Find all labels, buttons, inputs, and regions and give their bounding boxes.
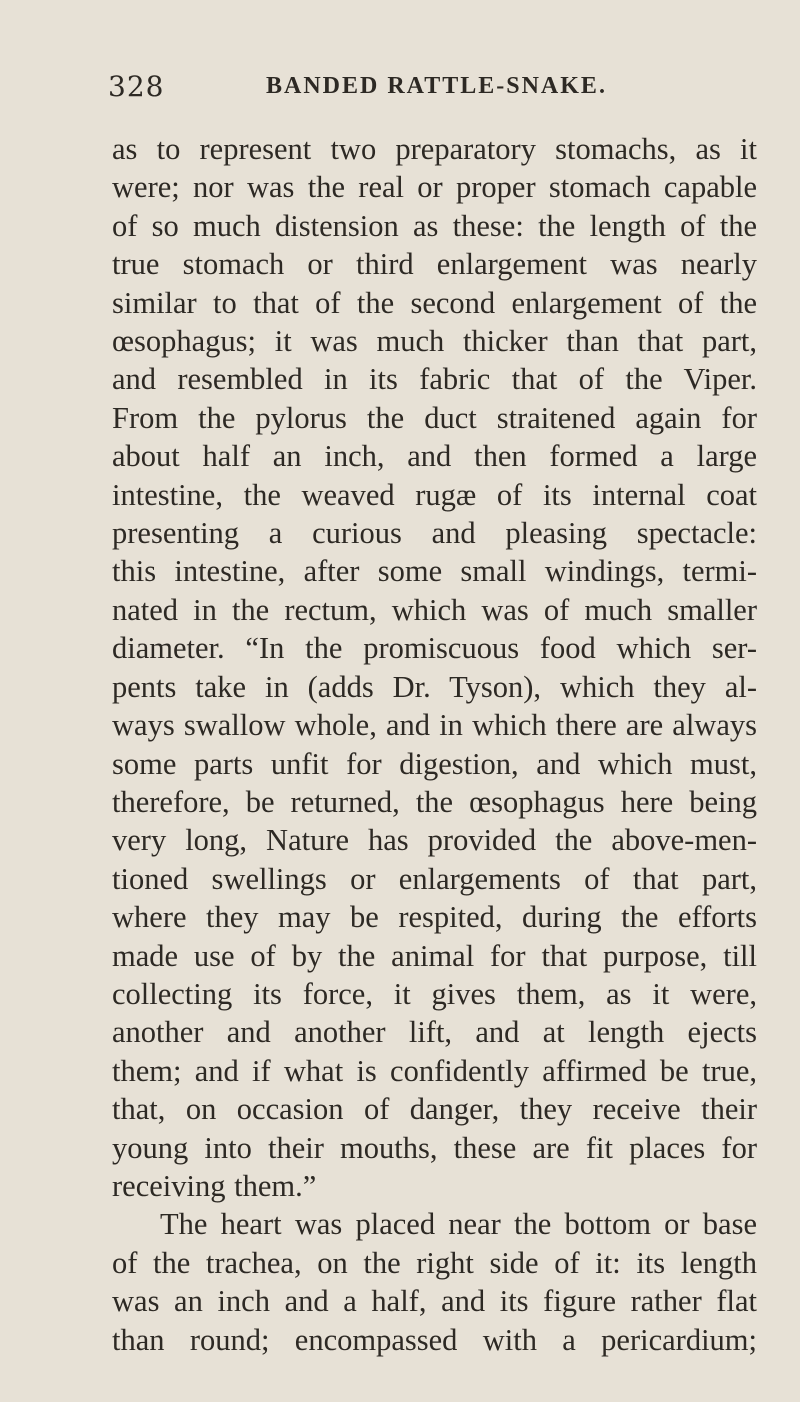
- text-line: than round; encompassed with a pericardium;: [112, 1322, 757, 1357]
- text-line: tioned swellings or enlargements of that part,: [112, 861, 757, 896]
- text-line: similar to that of the second enlargement of the: [112, 285, 757, 320]
- text-line: this intestine, after some small windings, termi-: [112, 554, 757, 589]
- body-text: [112, 130, 757, 1359]
- page-header: [108, 70, 748, 110]
- text-line: were; nor was the real or proper stomach capable: [112, 170, 757, 205]
- text-line: another and another lift, and at length ejects: [112, 1015, 757, 1050]
- text-line: made use of by the animal for that purpose, till: [112, 938, 757, 973]
- text-line: presenting a curious and pleasing spectacle:: [112, 516, 757, 551]
- text-line: true stomach or third enlargement was nearly: [112, 247, 757, 282]
- text-line: of the trachea, on the right side of it: its length: [112, 1245, 757, 1280]
- text-line: therefore, be returned, the œsophagus here being: [112, 784, 757, 819]
- running-title: BANDED RATTLE-SNAKE.: [266, 73, 607, 99]
- text-line: as to represent two preparatory stomachs, as it: [112, 132, 757, 166]
- text-line: œsophagus; it was much thicker than that part,: [112, 324, 757, 359]
- text-line: was an inch and a half, and its figure rather flat: [112, 1284, 757, 1319]
- text-line: The heart was placed near the bottom or base: [160, 1207, 757, 1242]
- text-line: that, on occasion of danger, they receive their: [112, 1092, 757, 1127]
- text-line: some parts unfit for digestion, and which must,: [112, 746, 757, 781]
- text-line: diameter. “In the promiscuous food which ser-: [112, 631, 757, 666]
- text-line: From the pylorus the duct straitened again for: [112, 400, 757, 435]
- page-number: 328: [108, 70, 165, 103]
- text-line: them; and if what is confidently affirmed be true,: [112, 1053, 757, 1088]
- text-line: young into their mouths, these are fit places for: [112, 1130, 757, 1165]
- text-line: where they may be respited, during the efforts: [112, 900, 757, 935]
- text-line: of so much distension as these: the length of the: [112, 208, 757, 243]
- text-line: very long, Nature has provided the above-men-: [112, 823, 757, 858]
- text-line: about half an inch, and then formed a large: [112, 439, 757, 474]
- text-line: collecting its force, it gives them, as it were,: [112, 976, 757, 1011]
- text-line: intestine, the weaved rugæ of its internal coat: [112, 477, 757, 512]
- text-line: and resembled in its fabric that of the Viper.: [112, 362, 757, 397]
- text-line: ways swallow whole, and in which there are always: [112, 708, 757, 743]
- text-line: pents take in (adds Dr. Tyson), which they al-: [112, 669, 757, 704]
- text-line: nated in the rectum, which was of much smaller: [112, 592, 757, 627]
- text-line: receiving them.”: [112, 1168, 317, 1203]
